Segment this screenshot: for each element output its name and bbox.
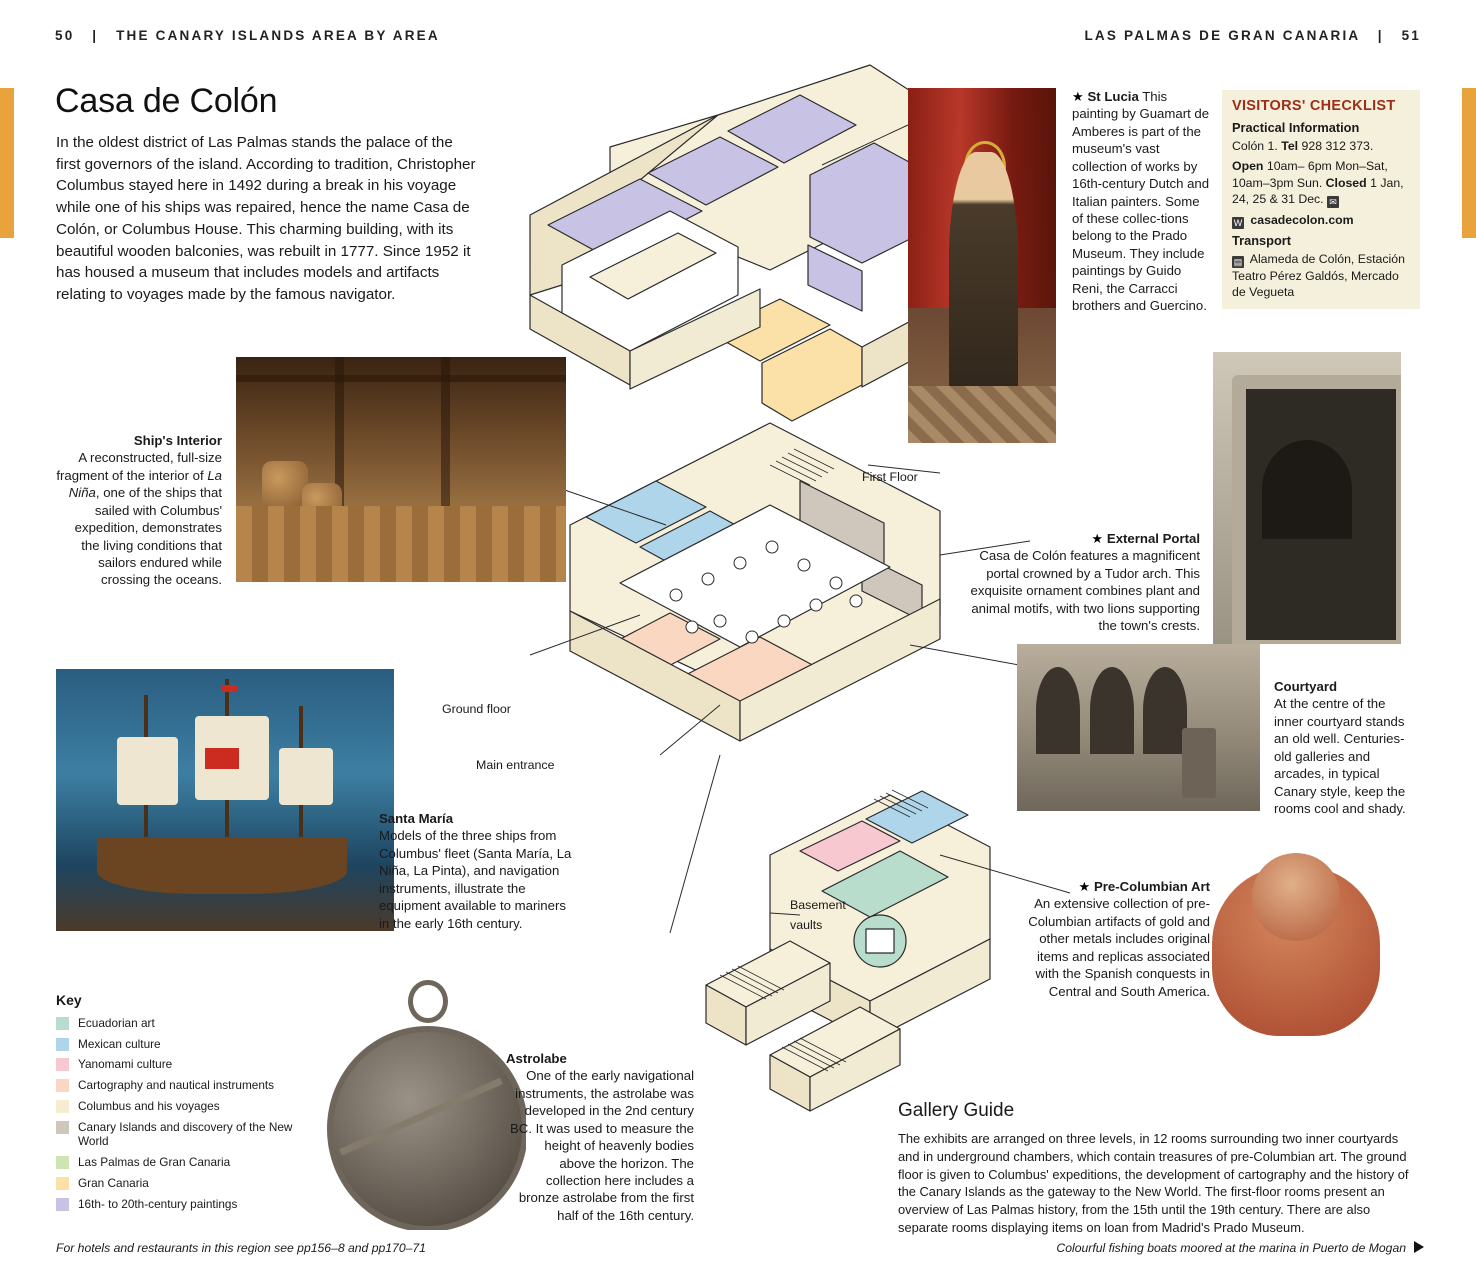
page-number-left: 50	[55, 28, 75, 43]
key-swatch-canary-discovery	[56, 1121, 69, 1134]
key-legend	[56, 992, 316, 1217]
callout-ships-interior-body-1: A reconstructed, full-size fragment of the interior of	[56, 450, 222, 483]
transport-heading: Transport	[1232, 233, 1292, 249]
photo-ships-interior	[236, 357, 566, 582]
accent-bar-left	[0, 88, 14, 238]
key-swatch-paintings	[56, 1198, 69, 1211]
callout-external-portal-title: External Portal	[1106, 531, 1200, 546]
callout-ships-interior	[56, 432, 222, 589]
callout-astrolabe-title: Astrolabe	[506, 1051, 567, 1066]
transport-3: Mercado de Vegueta	[1232, 269, 1399, 300]
callout-st-lucia-body: This painting by Guamart de Amberes is part of the museum's vast collection of works by 16th-century Dutch and Italian painters. Some of these collec-tions belong to the Prado Museum. They include paintings by Guido Reni, the Carracci brothers and Guercino.	[1072, 89, 1210, 314]
visitors-checklist-contact	[1232, 138, 1410, 154]
gallery-guide	[898, 1100, 1423, 1237]
header-left: 50 | THE CANARY ISLANDS AREA BY AREA	[55, 28, 440, 43]
callout-courtyard-body: At the centre of the inner courtyard stands an old well. Centuries-old galleries and arcades, in typical Canary style, keep the rooms cool and shady.	[1274, 696, 1406, 816]
tel-number: 928 312 373.	[1301, 139, 1374, 153]
key-item	[56, 1078, 316, 1093]
address: Colón 1.	[1232, 139, 1278, 153]
key-item	[56, 1099, 316, 1114]
key-swatch-mexican-culture	[56, 1038, 69, 1051]
practical-information-heading: Practical Information	[1232, 120, 1360, 135]
label-main-entrance: Main entrance	[476, 758, 555, 772]
header-right: LAS PALMAS DE GRAN CANARIA | 51	[1084, 28, 1421, 43]
accent-bar-right	[1462, 88, 1476, 238]
callout-astrolabe-body: One of the early navigational instruments, the astrolabe was developed in the 2nd century BC. It was used to measure the height of heavenly bodies above the horizon. The collection here includes a bronze astrolabe from the first half of the 16th century.	[510, 1068, 694, 1223]
gallery-guide-title: Gallery Guide	[898, 1100, 1015, 1121]
callout-astrolabe	[506, 1050, 694, 1224]
key-item	[56, 1176, 316, 1191]
open-label: Open	[1232, 159, 1264, 174]
photo-external-portal	[1213, 352, 1401, 644]
key-label: Canary Islands and discovery of the New World	[78, 1119, 293, 1149]
key-label: Mexican culture	[78, 1036, 161, 1051]
callout-santa-maria	[379, 810, 579, 932]
next-page-arrow-icon	[1414, 1241, 1424, 1253]
key-item	[56, 1016, 316, 1031]
gallery-guide-body: The exhibits are arranged on three levels, in 12 rooms surrounding two inner courtyards and in underground chambers, which contain treasures of pre-Columbian art. The ground floor is given to Columbus' expeditions, the development of cartography and the history of the Canary Islands as the gateway to the New World. The first-floor rooms present an overview of Las Palmas history, from the 15th until the 19th century. There are also separate rooms displaying items on loan from Madrid's Prado Museum.	[898, 1131, 1409, 1235]
closed-dates: 1 Jan, 24, 25 & 31 Dec.	[1232, 175, 1404, 207]
photo-santa-maria-model	[56, 669, 394, 931]
header-left-title: THE CANARY ISLANDS AREA BY AREA	[116, 28, 440, 43]
visitors-checklist-hours	[1232, 158, 1410, 208]
bus-icon: ▤	[1233, 257, 1243, 268]
photo-st-lucia-painting	[908, 88, 1056, 443]
star-icon: ★	[1091, 531, 1104, 546]
key-title: Key	[56, 992, 82, 1008]
label-ground-floor: Ground floor	[442, 702, 511, 716]
visitors-checklist-panel	[1222, 90, 1420, 309]
callout-courtyard-title: Courtyard	[1274, 679, 1338, 694]
footer-right-text: Colourful fishing boats moored at the marina in Puerto de Mogan	[1056, 1241, 1406, 1255]
callout-ships-interior-title: Ship's Interior	[133, 433, 222, 448]
key-label: 16th- to 20th-century paintings	[78, 1196, 238, 1211]
transport-2: Estación Teatro Pérez Galdós,	[1232, 252, 1405, 284]
key-swatch-columbus-voyages	[56, 1100, 69, 1113]
key-swatch-gran-canaria	[56, 1177, 69, 1190]
key-item	[56, 1120, 316, 1149]
transport-list	[1232, 251, 1410, 301]
callout-ships-interior-body-2: , one of the ships that sailed with Columbus' expedition, demonstrates the living conditions that sailors endured while crossing the oceans.	[74, 485, 222, 588]
web-icon: W	[1233, 218, 1243, 229]
header-right-title: LAS PALMAS DE GRAN CANARIA	[1084, 28, 1360, 43]
callout-external-portal	[960, 530, 1200, 635]
key-swatch-cartography	[56, 1079, 69, 1092]
key-item	[56, 1197, 316, 1212]
page-title: Casa de Colón	[55, 82, 278, 120]
star-icon: ★	[1078, 879, 1091, 894]
visitors-checklist-title: VISITORS' CHECKLIST	[1232, 98, 1396, 114]
star-icon: ★	[1072, 89, 1084, 104]
open-hours-2: 10am–3pm Sun.	[1232, 175, 1323, 190]
callout-st-lucia-title: St Lucia	[1087, 89, 1139, 104]
callout-pre-columbian-body: An extensive collection of pre-Columbian artifacts of gold and other metals includes original items and replicas associated with the Spanish conquests in Central and South America.	[1028, 896, 1210, 999]
callout-pre-columbian	[1020, 878, 1210, 1000]
key-label: Yanomami culture	[78, 1057, 173, 1072]
key-label: Cartography and nautical instruments	[78, 1078, 275, 1093]
key-item	[56, 1155, 316, 1170]
photo-astrolabe	[316, 975, 526, 1230]
callout-santa-maria-title: Santa María	[379, 811, 454, 826]
key-label: Gran Canaria	[78, 1175, 149, 1190]
callout-pre-columbian-title: Pre-Columbian Art	[1093, 879, 1210, 894]
key-swatch-las-palmas	[56, 1156, 69, 1169]
callout-santa-maria-body: Models of the three ships from Columbus' fleet (Santa María, La Niña, La Pinta), and navigation instruments, illustrate the equipment available to mariners in the early 16th century.	[379, 828, 572, 931]
key-label: Ecuadorian art	[78, 1016, 155, 1030]
website[interactable]: casadecolon.com	[1250, 213, 1354, 228]
key-swatch-ecuadorian-art	[56, 1017, 69, 1030]
photo-pre-columbian-figure	[1185, 845, 1407, 1053]
label-first-floor: First Floor	[862, 470, 918, 484]
closed-label: Closed	[1325, 175, 1367, 190]
footer-left: For hotels and restaurants in this region see pp156–8 and pp170–71	[56, 1241, 426, 1255]
key-label: Columbus and his voyages	[78, 1098, 220, 1113]
footer-right	[1056, 1241, 1424, 1255]
envelope-icon: ✉	[1327, 196, 1339, 208]
intro-paragraph: In the oldest district of Las Palmas stands the palace of the first governors of the island. According to tradition, Christopher Columbus stayed here in 1492 during a break in his voyage while one of his ships was repaired, hence the name Casa de Colón, or Columbus House. This charming building, with its beautiful wooden balconies, was rebuilt in 1777. Since 1952 it has housed a museum that includes models and artifacts relating to voyages made by the famous navigator.	[56, 134, 476, 304]
visitors-checklist-web	[1232, 212, 1410, 229]
callout-ships-interior-italic: La Niña	[68, 467, 222, 501]
key-item	[56, 1037, 316, 1052]
label-basement-vaults-line2: vaults	[790, 918, 823, 932]
key-label: Las Palmas de Gran Canaria	[78, 1155, 231, 1170]
page-number-right: 51	[1401, 28, 1421, 43]
key-swatch-yanomami-culture	[56, 1058, 69, 1071]
label-basement-vaults-line1: Basement	[790, 898, 846, 912]
tel-label: Tel	[1281, 139, 1299, 153]
photo-courtyard	[1017, 644, 1260, 811]
open-hours-1: 10am– 6pm Mon–Sat,	[1266, 159, 1388, 174]
callout-courtyard	[1274, 678, 1409, 817]
key-item	[56, 1057, 316, 1072]
callout-external-portal-body: Casa de Colón features a magnificent portal crowned by a Tudor arch. This exquisite ornament combines plant and animal motifs, with two lions supporting the town's crests.	[970, 548, 1200, 634]
transport-1: Alameda de Colón,	[1249, 252, 1355, 267]
callout-st-lucia	[1072, 88, 1212, 314]
